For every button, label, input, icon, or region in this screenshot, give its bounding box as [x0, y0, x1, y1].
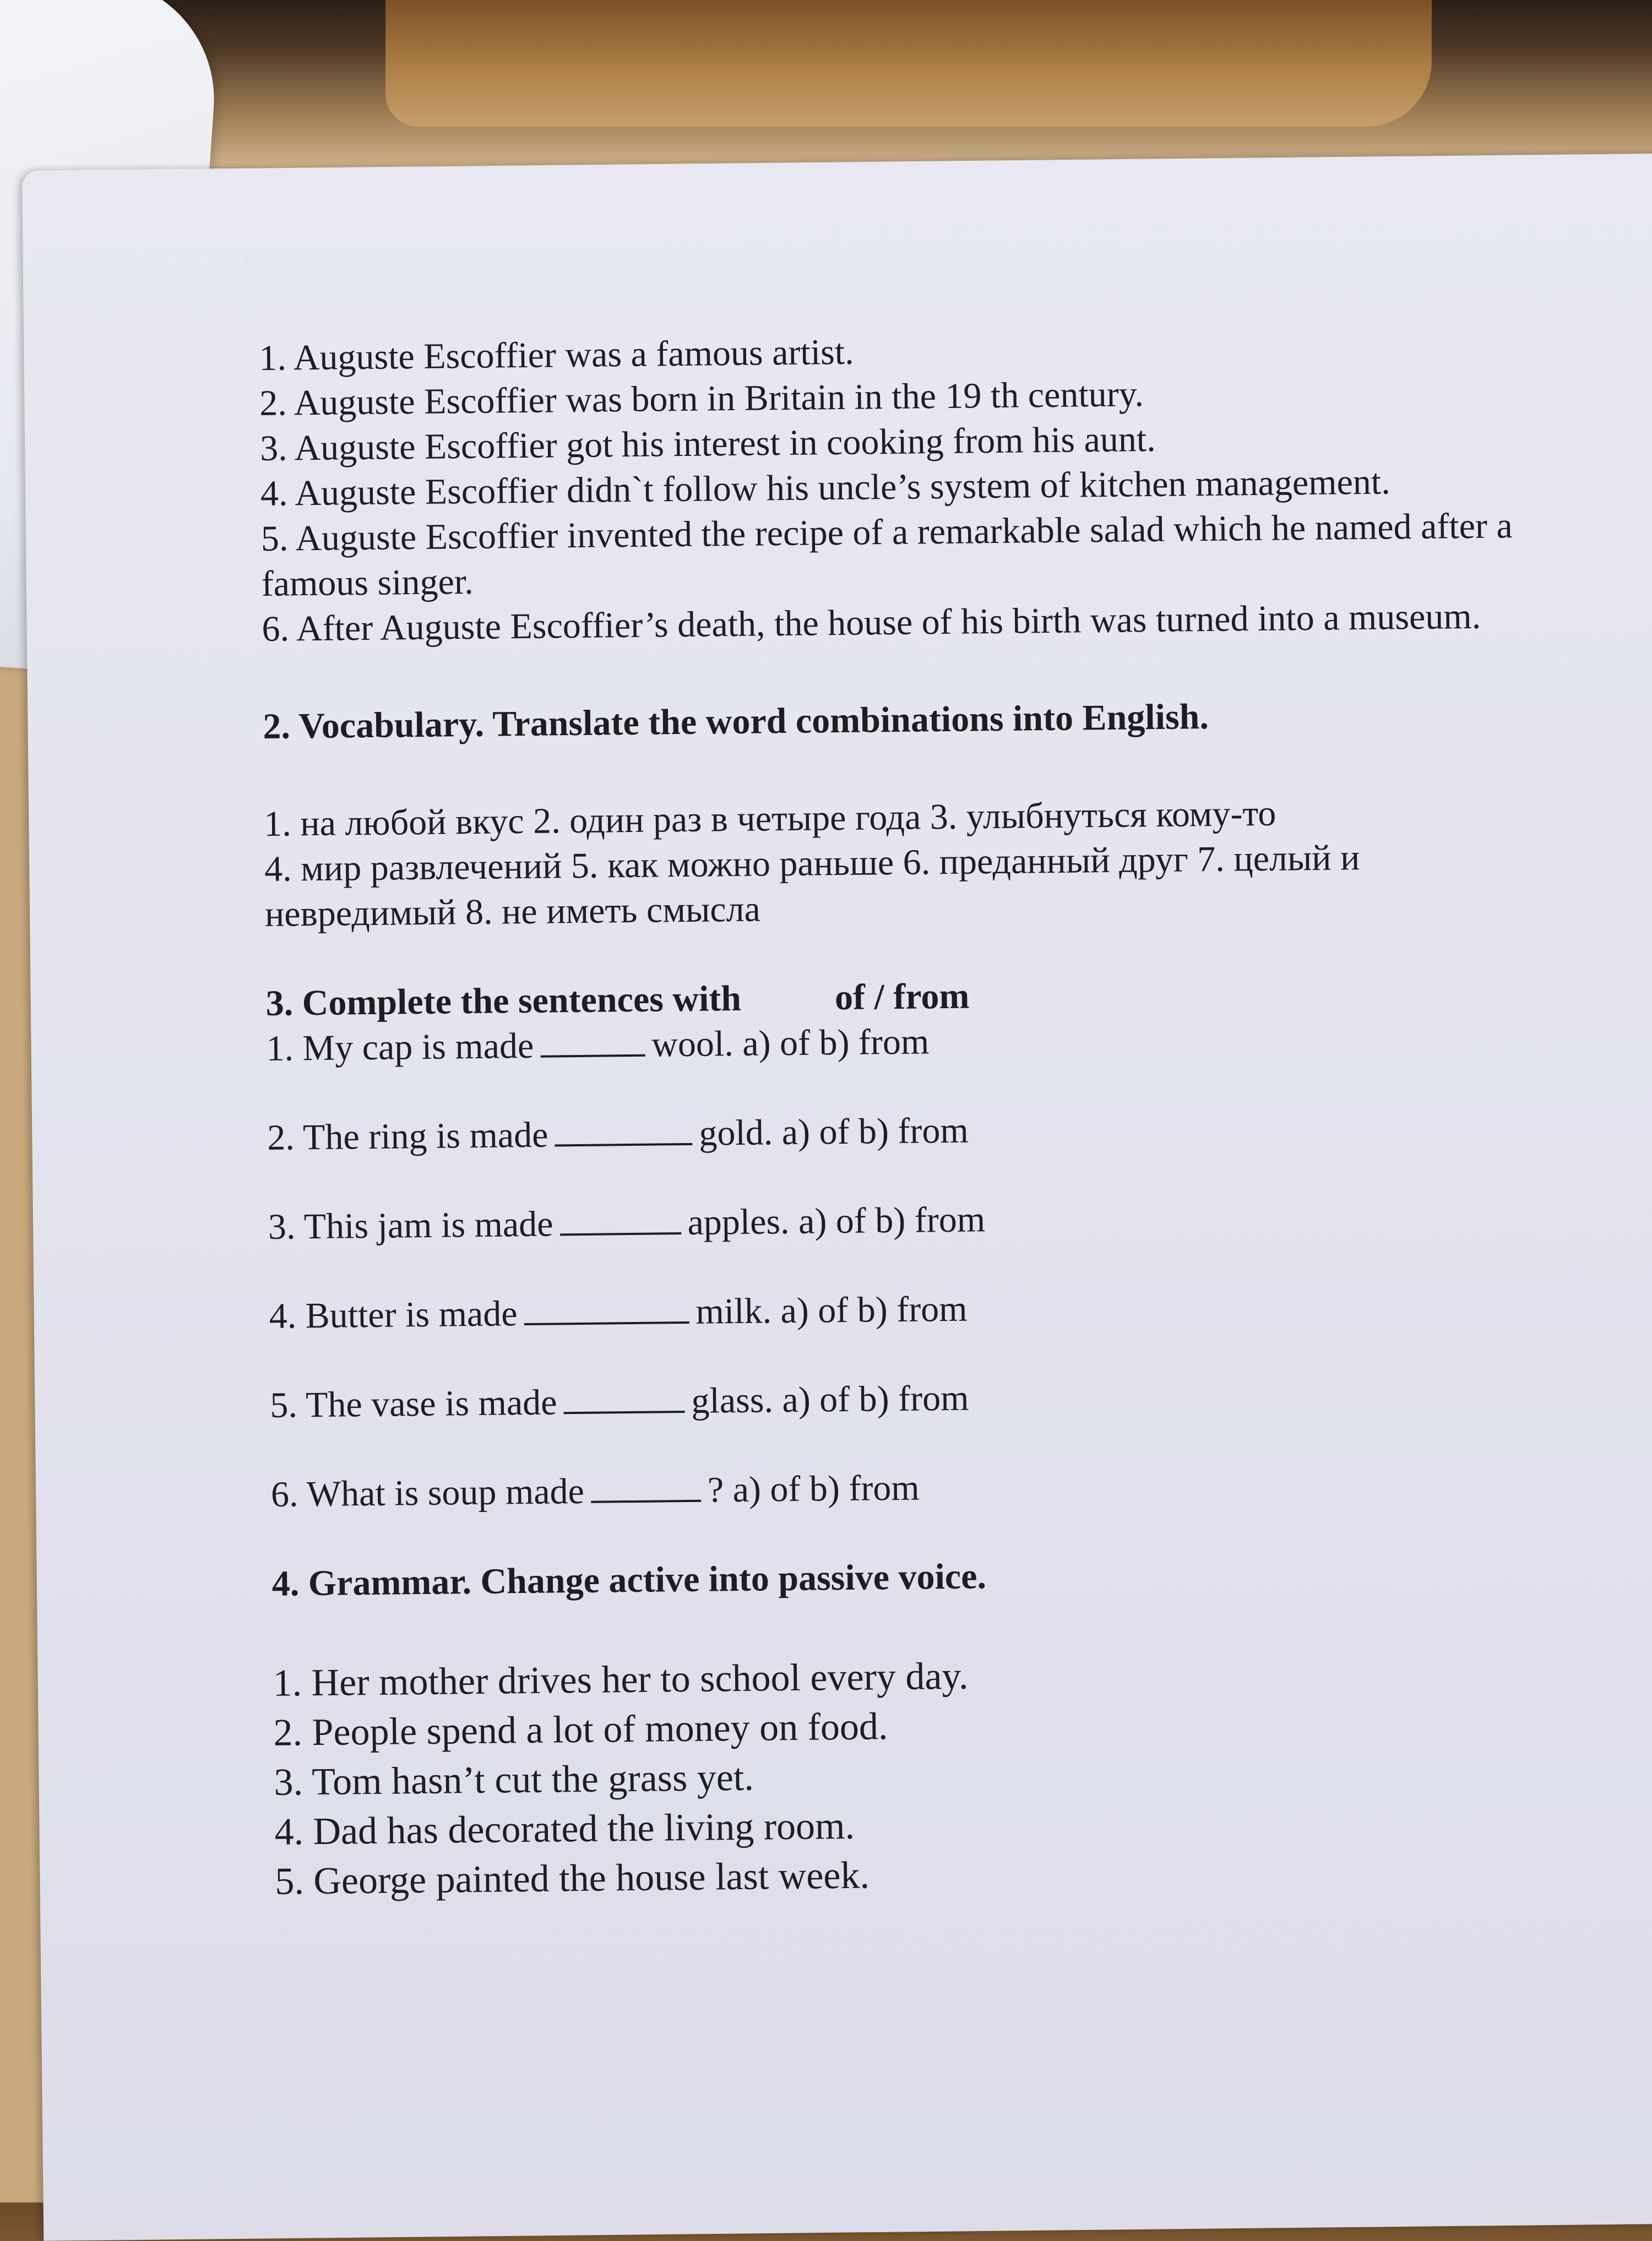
question-4-after: milk. a) of b) from: [695, 1288, 968, 1332]
answer-blank-6[interactable]: [590, 1469, 701, 1503]
section-3-heading-options: of / from: [834, 976, 970, 1018]
section-3-heading-text: 3. Complete the sentences with: [265, 978, 742, 1024]
section-3-complete-sentences: [265, 967, 1637, 1517]
grammar-item-3: 3. Tom hasn’t cut the grass yet.: [274, 1756, 754, 1804]
vocabulary-line-1: 1. на любой вкус 2. один раз в четыре года 3. улыбнуться кому-то: [263, 793, 1276, 844]
question-1-after: wool. a) of b) from: [651, 1021, 930, 1065]
statement-5: 5. Auguste Escoffier invented the recipe of a remarkable salad which he named after a: [260, 505, 1513, 559]
question-5-before: 5. The vase is made: [269, 1382, 557, 1426]
section-1-statements: [259, 322, 1628, 652]
answer-blank-1[interactable]: [540, 1024, 645, 1058]
statement-6: 6. After Auguste Escoffier’s death, the house of his birth was turned into a museum.: [262, 596, 1481, 649]
section-4-heading: 4. Grammar. Change active into passive voice.: [271, 1556, 987, 1604]
grammar-item-5: 5. George painted the house last week.: [274, 1854, 870, 1903]
statement-2: 2. Auguste Escoffier was born in Britain in the 19 th century.: [259, 374, 1144, 423]
statement-5-continued: famous singer.: [261, 561, 474, 604]
question-1-before: 1. My cap is made: [266, 1025, 534, 1069]
question-5-after: glass. a) of b) from: [691, 1378, 969, 1421]
grammar-item-4: 4. Dad has decorated the living room.: [274, 1804, 855, 1853]
question-6-after: ? a) of b) from: [707, 1467, 920, 1510]
statement-4: 4. Auguste Escoffier didn`t follow his uncle’s system of kitchen management.: [260, 461, 1390, 514]
worksheet-content: [259, 322, 1641, 1907]
section-4-grammar: [271, 1547, 1640, 1907]
vocabulary-line-2: 4. мир развлечений 5. как можно раньше 6. преданный друг 7. целый и: [264, 837, 1360, 889]
desk-edge: [385, 0, 1432, 127]
question-3-after: apples. a) of b) from: [687, 1199, 986, 1243]
grammar-item-1: 1. Her mother drives her to school every day.: [273, 1655, 969, 1705]
question-2-before: 2. The ring is made: [267, 1114, 548, 1158]
question-3-before: 3. This jam is made: [268, 1204, 553, 1247]
question-4-before: 4. Butter is made: [269, 1293, 518, 1336]
statement-3: 3. Auguste Escoffier got his interest in cooking from his aunt.: [259, 418, 1156, 469]
question-6-before: 6. What is soup made: [270, 1471, 585, 1515]
section-2-heading: 2. Vocabulary. Translate the word combinations into English.: [263, 696, 1209, 747]
grammar-item-2: 2. People spend a lot of money on food.: [273, 1705, 888, 1754]
section-2-vocabulary: [263, 690, 1631, 937]
vocabulary-line-3: невредимый 8. не иметь смысла: [264, 889, 761, 934]
answer-blank-5[interactable]: [563, 1380, 685, 1414]
question-2-after: gold. a) of b) from: [699, 1110, 969, 1154]
answer-blank-3[interactable]: [559, 1201, 681, 1236]
statement-1: 1. Auguste Escoffier was a famous artist.: [259, 331, 854, 378]
answer-blank-2[interactable]: [555, 1112, 693, 1147]
answer-blank-4[interactable]: [524, 1291, 689, 1325]
